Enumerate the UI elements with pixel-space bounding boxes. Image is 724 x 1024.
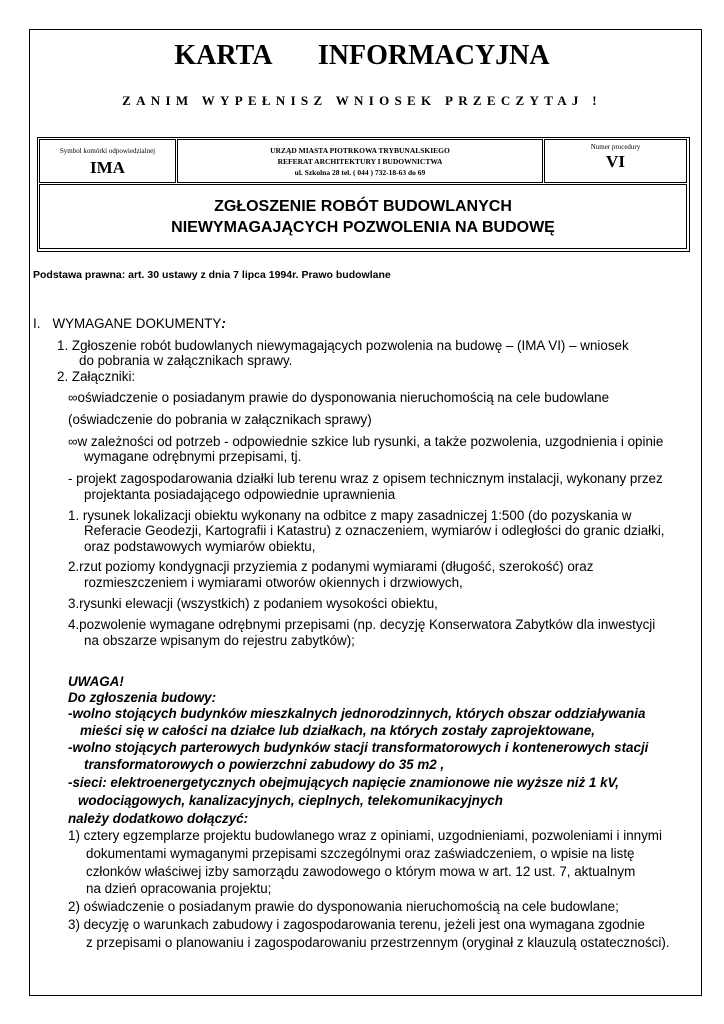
notice-line-4: mieści się w całości na działce lub działkach, na których zostały zaprojektowane, [80, 723, 595, 738]
notice-line-7: -sieci: elektroenergetycznych obejmujących napięcie znamionowe nie wyższe niż 1 kV, [68, 775, 619, 790]
section-title: WYMAGANE DOKUMENTY [52, 316, 222, 331]
procedure-number-value: VI [606, 152, 625, 171]
additional-line-1: 1) cztery egzemplarze projektu budowlanego wraz z opiniami, uzgodnieniami, pozwoleniami i innymi [68, 828, 662, 843]
notice-line-3: -wolno stojących budynków mieszkalnych jednorodzinnych, których obszar oddziaływania [68, 706, 646, 721]
document-line-8: - projekt zagospodarowania działki lub terenu wraz z opisem technicznym instalacji, wykonany przez [68, 471, 663, 486]
document-line-14: rozmieszczeniem i wymiarami otworów okiennych i drzwiowych, [84, 575, 463, 590]
document-line-4: ∞oświadczenie o posiadanym prawie do dysponowania nieruchomością na cele budowlane [68, 390, 610, 405]
notice-line-8: wodociągowych, kanalizacyjnych, cieplnych, telekomunikacyjnych [78, 793, 503, 808]
procedure-number-cell [544, 139, 687, 183]
document-line-13: 2.rzut poziomy kondygnacji przyziemia z podanymi wymiarami (długość, szerokość) oraz [68, 559, 594, 574]
document-line-3: 2. Załączniki: [57, 369, 136, 384]
procedure-title-line-1: ZGŁOSZENIE ROBÓT BUDOWLANYCH [214, 198, 512, 215]
document-line-6: ∞w zależności od potrzeb - odpowiednie szkice lub rysunki, a także pozwolenia, uzgodnienia i opinie [68, 434, 664, 449]
document-line-16: 4.pozwolenie wymagane odrębnymi przepisami (np. decyzję Konserwatora Zabytków dla inwestycji [68, 617, 656, 632]
document-line-7: wymagane odrębnymi przepisami, tj. [84, 449, 302, 464]
document-line-11: Referacie Geodezji, Kartografii i Katastru) z oznaczeniem, wymiarów i odległości do granic działki, [84, 523, 665, 538]
additional-line-7: z przepisami o planowaniu i zagospodarowaniu przestrzennym (oryginał z klauzulą ostateczności). [86, 935, 670, 950]
notice-line-2: Do zgłoszenia budowy: [68, 690, 217, 705]
procedure-title-cell [39, 184, 687, 249]
notice-heading: UWAGA! [68, 674, 124, 689]
additional-line-5: 2) oświadczenie o posiadanym prawie do dysponowania nieruchomością na cele budowlane; [68, 899, 619, 914]
document-line-12: oraz podstawowych wymiarów obiektu, [84, 539, 316, 554]
section-suffix: : [221, 316, 226, 331]
notice-line-6: transformatorowych o powierzchni zabudowy do 35 m2 , [84, 757, 445, 772]
unit-symbol-value: IMA [90, 158, 125, 177]
procedure-title-line-2: NIEWYMAGAJĄCYCH POZWOLENIA NA BUDOWĘ [171, 219, 555, 236]
office-address: ul. Szkolna 28 tel. ( 044 ) 732-18-63 do 69 [294, 168, 426, 177]
notice-line-5: -wolno stojących parterowych budynków stacji transformatorowych i kontenerowych stacji [68, 740, 649, 755]
document-line-5: (oświadczenie do pobrania w załącznikach sprawy) [68, 412, 372, 427]
additional-line-6: 3) decyzję o warunkach zabudowy i zagospodarowania terenu, jeżeli jest ona wymagana zgodnie [68, 917, 645, 932]
procedure-number-label: Numer procedury [590, 143, 641, 151]
additional-line-4: na dzień opracowania projektu; [86, 881, 272, 896]
section-heading [33, 315, 226, 332]
document-line-2: do pobrania w załącznikach sprawy. [79, 353, 293, 368]
unit-symbol-cell [39, 139, 176, 183]
office-name: URZĄD MIASTA PIOTRKOWA TRYBUNALSKIEGO [270, 146, 450, 155]
additional-line-3: członków właściwej izby samorządu zawodowego o którym mowa w art. 12 ust. 7, aktualnym [86, 864, 636, 879]
document-title: KARTA INFORMACYJNA [174, 40, 550, 71]
document-line-10: 1. rysunek lokalizacji obiektu wykonany na odbitce z mapy zasadniczej 1:500 (do pozyskania w [68, 508, 632, 523]
legal-basis: Podstawa prawna: art. 30 ustawy z dnia 7 lipca 1994r. Prawo budowlane [33, 269, 391, 281]
additional-line-2: dokumentami wymaganymi przepisami szczególnymi oraz zaświadczeniem, o wpisie na listę [86, 846, 635, 861]
document-line-9: projektanta posiadającego odpowiednie uprawnienia [84, 487, 396, 502]
office-department: REFERAT ARCHITEKTURY I BUDOWNICTWA [277, 157, 443, 166]
notice-line-9: należy dodatkowo dołączyć: [68, 811, 249, 826]
document-subtitle: ZANIM WYPEŁNISZ WNIOSEK PRZECZYTAJ ! [122, 93, 602, 108]
section-number: I. [33, 316, 41, 331]
office-cell [177, 139, 543, 183]
document-line-1: 1. Zgłoszenie robót budowlanych niewymagających pozwolenia na budowę – (IMA VI) – wniosek [57, 338, 629, 353]
document-line-17: na obszarze wpisanym do rejestru zabytków); [84, 633, 355, 648]
document-line-15: 3.rysunki elewacji (wszystkich) z podaniem wysokości obiektu, [68, 596, 438, 611]
unit-symbol-label: Symbol komórki odpowiedzialnej [59, 147, 156, 155]
